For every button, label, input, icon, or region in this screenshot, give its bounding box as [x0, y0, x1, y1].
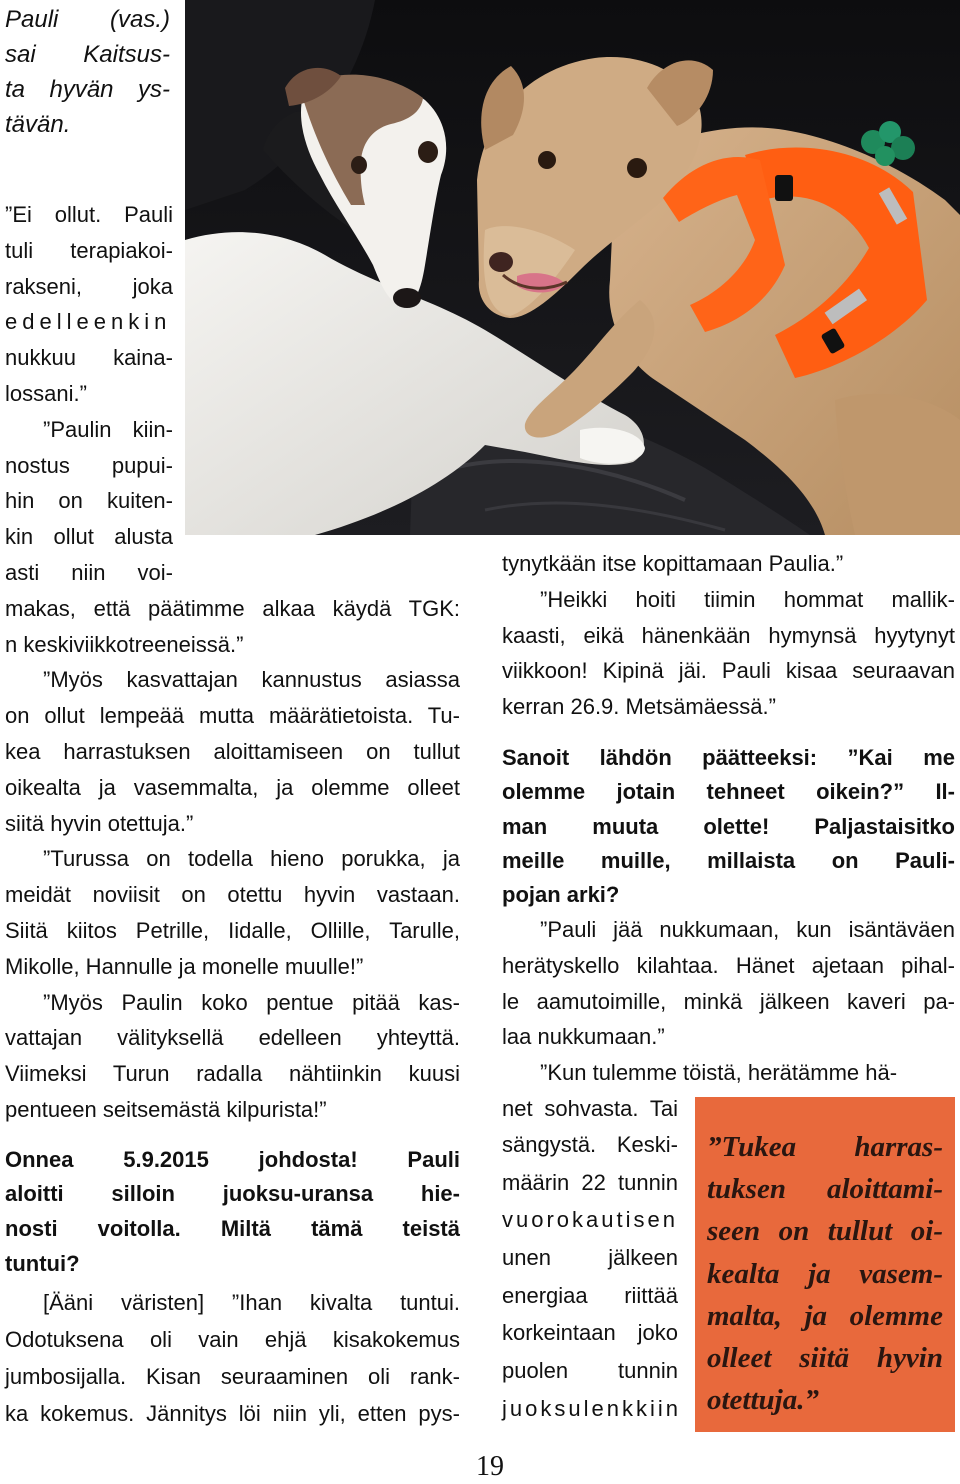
photo-caption-line: tävän.	[5, 111, 71, 138]
text-line: ”Ei ollut. Pauli	[5, 202, 173, 227]
text-line: kerran 26.9. Metsämäessä.”	[502, 694, 776, 720]
dogs-photo	[185, 0, 960, 535]
text-line: vattajan välityksellä edelleen yhteyttä.	[5, 1025, 460, 1051]
text-line: lossani.”	[5, 380, 87, 406]
left-column	[5, 591, 460, 1128]
text-line: määrin 22 tunnin	[502, 1169, 678, 1195]
text-line: kin ollut alusta	[5, 524, 173, 550]
question-line: pojan arki?	[502, 882, 620, 908]
left-column-answer	[5, 1284, 460, 1433]
text-line: net sohvasta. Tai	[502, 1095, 678, 1121]
text-line: hin on kuiten-	[5, 488, 173, 514]
text-line: herätyskello kilahtaa. Hänet ajetaan pihal-	[502, 952, 955, 978]
pull-quote-line: tuksen aloittami-	[707, 1173, 943, 1206]
text-line: ”Myös kasvattajan kannustus asiassa	[43, 667, 460, 693]
text-line: Odotuksena oli vain ehjä kisakokemus	[5, 1326, 460, 1352]
pull-quote-line: kealta ja vasem-	[707, 1257, 943, 1290]
right-column-narrow	[502, 1126, 681, 1428]
text-line: ”Paulin kiin-	[43, 416, 173, 442]
text-line: nukkuu kaina-	[5, 345, 173, 371]
left-dog-eye	[418, 141, 438, 163]
pull-quote-line: malta, ja olemme	[707, 1299, 943, 1332]
text-line: tuli terapiakoi-	[5, 237, 173, 263]
right-dog-eye	[538, 151, 556, 169]
text-line: ”Pauli jää nukkumaan, kun isäntäväen	[540, 917, 955, 942]
text-line: energiaa riittää	[502, 1282, 678, 1308]
question-line: nosti voitolla. Miltä tämä teistä	[5, 1216, 460, 1242]
photo-caption-line: Pauli (vas.)	[5, 6, 170, 33]
text-line: asti niin voi-	[5, 559, 173, 585]
pull-quote-line: seen on tullut oi-	[707, 1215, 943, 1248]
text-line: Viimeksi Turun radalla nähtiinkin kuusi	[5, 1061, 460, 1087]
left-column-narrow	[5, 197, 173, 591]
question-line: olemme jotain tehneet oikein?” Il-	[502, 779, 955, 805]
text-line: n keskiviikkotreeneissä.”	[5, 631, 244, 657]
text-line: jumbosijalla. Kisan seuraaminen oli rank-	[5, 1364, 460, 1390]
question-line: aloitti silloin juoksu-uransa hie-	[5, 1181, 460, 1207]
text-line: sängystä. Keski-	[502, 1132, 678, 1157]
text-line: nostus pupui-	[5, 452, 173, 478]
text-line: juoksulenkkiin	[502, 1395, 681, 1421]
text-line: Mikolle, Hannulle ja monelle muulle!”	[5, 953, 364, 979]
photo-caption	[5, 2, 170, 142]
left-column-question	[5, 1143, 460, 1282]
photo-caption-line: sai Kaitsus-	[5, 41, 170, 68]
pull-quote-line: ”Tukea harras-	[707, 1131, 943, 1163]
text-line: korkeintaan joko	[502, 1320, 678, 1346]
right-column-question	[502, 741, 955, 912]
right-column	[502, 546, 955, 725]
text-line: tynytkään itse kopittamaan Paulia.”	[502, 551, 844, 576]
page-number: 19	[476, 1451, 504, 1482]
text-line: rakseni, joka	[5, 273, 173, 299]
text-line: unen jälkeen	[502, 1245, 678, 1271]
text-line: [Ääni väristen] ”Ihan kivalta tuntui.	[43, 1289, 460, 1315]
text-line: laa nukkumaan.”	[502, 1024, 665, 1050]
left-dog-nose	[393, 288, 421, 308]
right-column-answer	[502, 912, 955, 1127]
text-line: kea harrastuksen aloittamiseen on tullut	[5, 738, 460, 764]
pull-quote-box	[695, 1097, 955, 1432]
text-line: ”Heikki hoiti tiimin hommat mallik-	[540, 586, 955, 612]
right-dog-nose	[489, 252, 513, 272]
photo-caption-line: ta hyvän ys-	[5, 76, 170, 103]
text-line: ”Myös Paulin koko pentue pitää kas-	[43, 989, 460, 1015]
text-line: ”Kun tulemme töistä, herätämme hä-	[540, 1060, 898, 1086]
text-line: le aamutoimille, minkä jälkeen kaveri pa-	[502, 988, 955, 1014]
text-line: pentueen seitsemästä kilpurista!”	[5, 1096, 327, 1122]
left-dog-eye	[351, 156, 367, 174]
pull-quote-line: olleet siitä hyvin	[707, 1341, 943, 1374]
text-line: vuorokautisen	[502, 1207, 678, 1233]
text-line: puolen tunnin	[502, 1358, 678, 1384]
text-line: meidät noviisit on otettu hyvin vastaan.	[5, 882, 460, 908]
question-line: man muuta olette! Paljastaisitko	[502, 813, 955, 839]
question-line: tuntui?	[5, 1250, 80, 1276]
question-line: Sanoit lähdön päätteeksi: ”Kai me	[502, 745, 955, 770]
text-line: ka kokemus. Jännitys löi niin yli, etten pys-	[5, 1401, 460, 1427]
question-line: Onnea 5.9.2015 johdosta! Pauli	[5, 1146, 460, 1172]
dogs-photo-graphic	[185, 0, 960, 535]
harness-buckle	[775, 175, 793, 201]
text-line: kaasti, eikä hänenkään hymynsä hyytynyt	[502, 622, 955, 648]
question-line: meille muille, millaista on Pauli-	[502, 847, 955, 873]
text-line: edelleenkin	[5, 309, 172, 335]
pull-quote-line: otettuja.”	[707, 1384, 819, 1417]
text-line: ”Turussa on todella hieno porukka, ja	[43, 846, 460, 872]
text-line: siitä hyvin otettuja.”	[5, 810, 194, 836]
text-line: makas, että päätimme alkaa käydä TGK:	[5, 595, 460, 621]
right-dog-hind-leg	[835, 394, 960, 535]
text-line: on ollut lempeää mutta määrätietoista. Tu-	[5, 703, 460, 729]
text-line: Siitä kiitos Petrille, Iidalle, Ollille, Tarulle,	[5, 917, 460, 943]
text-line: viikkoon! Kipinä jäi. Pauli kisaa seuraavan	[502, 658, 955, 684]
right-dog-eye	[627, 158, 647, 178]
text-line: oikealta ja vasemmalta, ja olemme olleet	[5, 774, 460, 800]
